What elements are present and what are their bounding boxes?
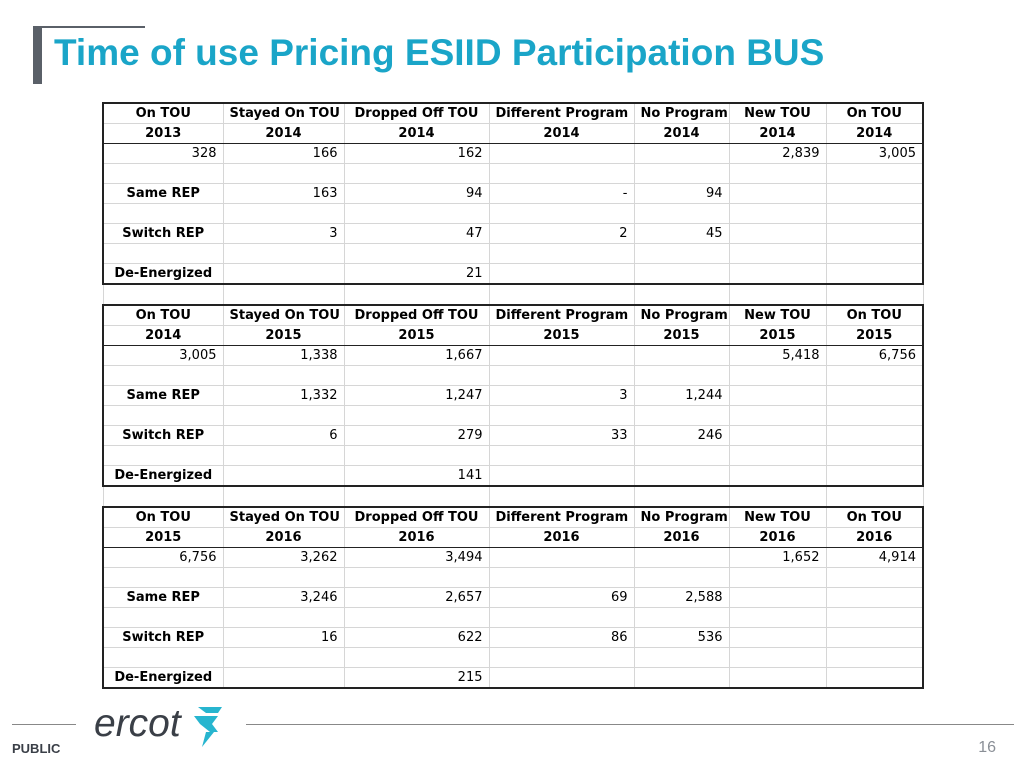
table-cell-value: 6	[223, 426, 344, 446]
table-cell-value: 86	[489, 628, 634, 648]
total-cell: 1,338	[223, 346, 344, 366]
table-row	[103, 568, 923, 588]
table-row	[103, 144, 923, 164]
table-cell-empty	[103, 406, 223, 426]
table-cell-empty	[729, 446, 826, 466]
table-row	[103, 486, 923, 507]
column-header: On TOU	[103, 507, 223, 528]
column-header: Stayed On TOU	[223, 507, 344, 528]
table-cell-value: 94	[344, 184, 489, 204]
table-cell-value	[729, 426, 826, 446]
column-header: Different Program	[489, 305, 634, 326]
table-row	[103, 124, 923, 144]
row-label-de-energized: De-Energized	[103, 264, 223, 285]
column-header: Stayed On TOU	[223, 305, 344, 326]
table-cell-value: 141	[344, 466, 489, 487]
column-header-year: 2015	[223, 326, 344, 346]
table-cell-empty	[729, 366, 826, 386]
table-cell-value	[489, 668, 634, 689]
table-cell-value	[826, 184, 923, 204]
table-cell-value: 69	[489, 588, 634, 608]
column-header-year: 2016	[489, 528, 634, 548]
column-header-year: 2016	[826, 528, 923, 548]
table-cell-empty	[223, 608, 344, 628]
table-cell-value: 1,332	[223, 386, 344, 406]
table-cell-empty	[223, 164, 344, 184]
table-row	[103, 426, 923, 446]
table-cell-empty	[489, 648, 634, 668]
table-cell-value	[729, 386, 826, 406]
total-cell	[489, 548, 634, 568]
table-cell-empty	[223, 446, 344, 466]
total-cell: 3,262	[223, 548, 344, 568]
table-cell-value	[826, 588, 923, 608]
table-row	[103, 366, 923, 386]
table-row	[103, 648, 923, 668]
total-cell	[634, 548, 729, 568]
total-cell: 6,756	[103, 548, 223, 568]
table-cell-empty	[103, 648, 223, 668]
table-cell-empty	[489, 284, 634, 305]
table-row	[103, 608, 923, 628]
table-cell-value: 536	[634, 628, 729, 648]
table-cell-empty	[489, 204, 634, 224]
total-cell: 4,914	[826, 548, 923, 568]
row-label-same-rep: Same REP	[103, 184, 223, 204]
table-cell-empty	[344, 446, 489, 466]
column-header-year: 2014	[634, 124, 729, 144]
table-cell-empty	[729, 204, 826, 224]
table-cell-empty	[729, 164, 826, 184]
table-row	[103, 244, 923, 264]
table-cell-empty	[489, 244, 634, 264]
table-cell-value: 246	[634, 426, 729, 446]
table-cell-empty	[634, 608, 729, 628]
table-cell-value: 163	[223, 184, 344, 204]
table-cell-empty	[489, 406, 634, 426]
row-label-de-energized: De-Energized	[103, 466, 223, 487]
table-cell-empty	[826, 164, 923, 184]
table-cell-value	[826, 668, 923, 689]
table-cell-value	[729, 466, 826, 487]
table-cell-value: 33	[489, 426, 634, 446]
column-header: Stayed On TOU	[223, 103, 344, 124]
table-cell-empty	[634, 244, 729, 264]
table-cell-empty	[489, 486, 634, 507]
table-cell-empty	[729, 568, 826, 588]
table-cell-empty	[489, 164, 634, 184]
total-cell: 166	[223, 144, 344, 164]
table-row	[103, 466, 923, 487]
table-cell-empty	[344, 164, 489, 184]
column-header-year: 2013	[103, 124, 223, 144]
table-cell-value: 215	[344, 668, 489, 689]
total-cell: 1,652	[729, 548, 826, 568]
table-cell-value: 21	[344, 264, 489, 285]
table-cell-value	[729, 588, 826, 608]
table-cell-empty	[103, 284, 223, 305]
table-row	[103, 346, 923, 366]
table-cell-value: 45	[634, 224, 729, 244]
table-cell-value: 94	[634, 184, 729, 204]
table-cell-value: -	[489, 184, 634, 204]
table-cell-empty	[826, 446, 923, 466]
table-row	[103, 406, 923, 426]
table-cell-empty	[826, 486, 923, 507]
table-cell-empty	[344, 486, 489, 507]
table-cell-empty	[223, 486, 344, 507]
table-cell-empty	[344, 406, 489, 426]
column-header-year: 2015	[103, 528, 223, 548]
column-header-year: 2014	[729, 124, 826, 144]
column-header: No Program	[634, 507, 729, 528]
table-cell-empty	[344, 204, 489, 224]
table-cell-value: 2	[489, 224, 634, 244]
column-header-year: 2015	[344, 326, 489, 346]
table-cell-empty	[826, 366, 923, 386]
column-header-year: 2014	[489, 124, 634, 144]
table-cell-empty	[489, 608, 634, 628]
participation-table	[102, 102, 924, 689]
table-row	[103, 446, 923, 466]
table-cell-empty	[344, 648, 489, 668]
table-cell-empty	[103, 608, 223, 628]
table-cell-value	[826, 386, 923, 406]
table-cell-value: 622	[344, 628, 489, 648]
column-header-year: 2014	[826, 124, 923, 144]
table-cell-value: 3	[489, 386, 634, 406]
table-cell-empty	[729, 648, 826, 668]
table-cell-empty	[826, 284, 923, 305]
column-header-year: 2015	[489, 326, 634, 346]
table-cell-value	[826, 466, 923, 487]
table-cell-value: 47	[344, 224, 489, 244]
table-cell-empty	[103, 366, 223, 386]
column-header-year: 2015	[729, 326, 826, 346]
table-cell-empty	[826, 244, 923, 264]
table-cell-empty	[223, 648, 344, 668]
table-cell-empty	[634, 406, 729, 426]
table-cell-empty	[729, 284, 826, 305]
table-cell-empty	[634, 366, 729, 386]
table-cell-value: 1,244	[634, 386, 729, 406]
column-header-year: 2016	[223, 528, 344, 548]
title-accent-bar	[33, 26, 42, 84]
table-cell-empty	[103, 164, 223, 184]
column-header: Dropped Off TOU	[344, 103, 489, 124]
table-row	[103, 284, 923, 305]
table-cell-value	[634, 264, 729, 285]
table-cell-empty	[223, 244, 344, 264]
column-header: On TOU	[826, 103, 923, 124]
table-cell-value: 2,588	[634, 588, 729, 608]
table-cell-value	[826, 264, 923, 285]
table-cell-value	[729, 224, 826, 244]
table-cell-empty	[103, 446, 223, 466]
ercot-logo-text: ercot	[94, 702, 181, 745]
table-cell-empty	[826, 204, 923, 224]
row-label-same-rep: Same REP	[103, 588, 223, 608]
table-cell-empty	[344, 366, 489, 386]
table-cell-value	[826, 628, 923, 648]
table-row	[103, 507, 923, 528]
table-row	[103, 204, 923, 224]
total-cell: 3,005	[103, 346, 223, 366]
column-header: On TOU	[103, 103, 223, 124]
table-cell-value	[489, 264, 634, 285]
table-cell-empty	[344, 608, 489, 628]
table-cell-value	[489, 466, 634, 487]
table-cell-empty	[729, 608, 826, 628]
column-header-year: 2015	[826, 326, 923, 346]
total-cell: 328	[103, 144, 223, 164]
footer-rule-right	[246, 724, 1014, 725]
table-cell-empty	[826, 568, 923, 588]
column-header-year: 2016	[344, 528, 489, 548]
table-cell-value	[826, 224, 923, 244]
table-cell-value	[729, 184, 826, 204]
column-header: No Program	[634, 305, 729, 326]
total-cell	[489, 346, 634, 366]
table-cell-value: 2,657	[344, 588, 489, 608]
table-cell-empty	[634, 568, 729, 588]
table-cell-value	[729, 264, 826, 285]
row-label-switch-rep: Switch REP	[103, 628, 223, 648]
column-header: Different Program	[489, 507, 634, 528]
column-header-year: 2016	[729, 528, 826, 548]
title-top-rule	[33, 26, 145, 28]
table-cell-empty	[223, 204, 344, 224]
table-cell-empty	[223, 568, 344, 588]
column-header: On TOU	[826, 507, 923, 528]
table-cell-empty	[489, 366, 634, 386]
table-cell-empty	[344, 568, 489, 588]
table-cell-value	[223, 668, 344, 689]
table-row	[103, 103, 923, 124]
table-cell-empty	[634, 284, 729, 305]
table-row	[103, 588, 923, 608]
column-header: New TOU	[729, 305, 826, 326]
table-cell-empty	[344, 244, 489, 264]
table-cell-value	[223, 264, 344, 285]
column-header: New TOU	[729, 507, 826, 528]
table-cell-empty	[634, 164, 729, 184]
table-cell-empty	[634, 648, 729, 668]
table-cell-empty	[826, 406, 923, 426]
table-cell-empty	[826, 608, 923, 628]
page-title: Time of use Pricing ESIID Participation BUS	[54, 32, 825, 73]
total-cell	[634, 346, 729, 366]
ercot-logo	[94, 702, 230, 752]
column-header: No Program	[634, 103, 729, 124]
column-header-year: 2014	[223, 124, 344, 144]
total-cell: 5,418	[729, 346, 826, 366]
table-cell-value	[223, 466, 344, 487]
column-header: Different Program	[489, 103, 634, 124]
table-row	[103, 326, 923, 346]
page-number: 16	[978, 739, 996, 756]
total-cell	[634, 144, 729, 164]
table-cell-value: 16	[223, 628, 344, 648]
table-cell-empty	[103, 204, 223, 224]
table-row	[103, 184, 923, 204]
total-cell: 3,494	[344, 548, 489, 568]
table-cell-value	[729, 668, 826, 689]
table-cell-value: 1,247	[344, 386, 489, 406]
footer-rule-left	[12, 724, 76, 725]
row-label-switch-rep: Switch REP	[103, 426, 223, 446]
table-row	[103, 386, 923, 406]
table-cell-empty	[223, 284, 344, 305]
table-cell-empty	[103, 568, 223, 588]
table-cell-empty	[223, 406, 344, 426]
table-cell-empty	[634, 204, 729, 224]
table-cell-empty	[489, 568, 634, 588]
total-cell: 3,005	[826, 144, 923, 164]
total-cell: 1,667	[344, 346, 489, 366]
total-cell: 2,839	[729, 144, 826, 164]
table-cell-value: 3	[223, 224, 344, 244]
table-cell-value	[826, 426, 923, 446]
table-cell-value	[634, 668, 729, 689]
table-row	[103, 628, 923, 648]
row-label-de-energized: De-Energized	[103, 668, 223, 689]
row-label-switch-rep: Switch REP	[103, 224, 223, 244]
row-label-same-rep: Same REP	[103, 386, 223, 406]
table-row	[103, 668, 923, 689]
table-cell-value	[729, 628, 826, 648]
column-header: New TOU	[729, 103, 826, 124]
table-cell-empty	[729, 244, 826, 264]
table-row	[103, 305, 923, 326]
classification-label: PUBLIC	[12, 741, 61, 756]
column-header: Dropped Off TOU	[344, 305, 489, 326]
table-cell-empty	[103, 244, 223, 264]
column-header: On TOU	[103, 305, 223, 326]
table-row	[103, 224, 923, 244]
table-cell-value	[634, 466, 729, 487]
table-row	[103, 164, 923, 184]
table-cell-empty	[826, 648, 923, 668]
table-cell-empty	[729, 406, 826, 426]
column-header: On TOU	[826, 305, 923, 326]
column-header-year: 2014	[344, 124, 489, 144]
total-cell	[489, 144, 634, 164]
table-cell-empty	[634, 486, 729, 507]
table-cell-value: 279	[344, 426, 489, 446]
total-cell: 162	[344, 144, 489, 164]
column-header-year: 2014	[103, 326, 223, 346]
table-cell-empty	[729, 486, 826, 507]
table-cell-empty	[634, 446, 729, 466]
total-cell: 6,756	[826, 346, 923, 366]
table-row	[103, 548, 923, 568]
lightning-star-icon	[194, 707, 222, 747]
table-cell-value: 3,246	[223, 588, 344, 608]
table-cell-empty	[489, 446, 634, 466]
column-header: Dropped Off TOU	[344, 507, 489, 528]
table-cell-empty	[103, 486, 223, 507]
column-header-year: 2015	[634, 326, 729, 346]
table-cell-empty	[344, 284, 489, 305]
column-header-year: 2016	[634, 528, 729, 548]
table-row	[103, 264, 923, 285]
table-cell-empty	[223, 366, 344, 386]
table-row	[103, 528, 923, 548]
